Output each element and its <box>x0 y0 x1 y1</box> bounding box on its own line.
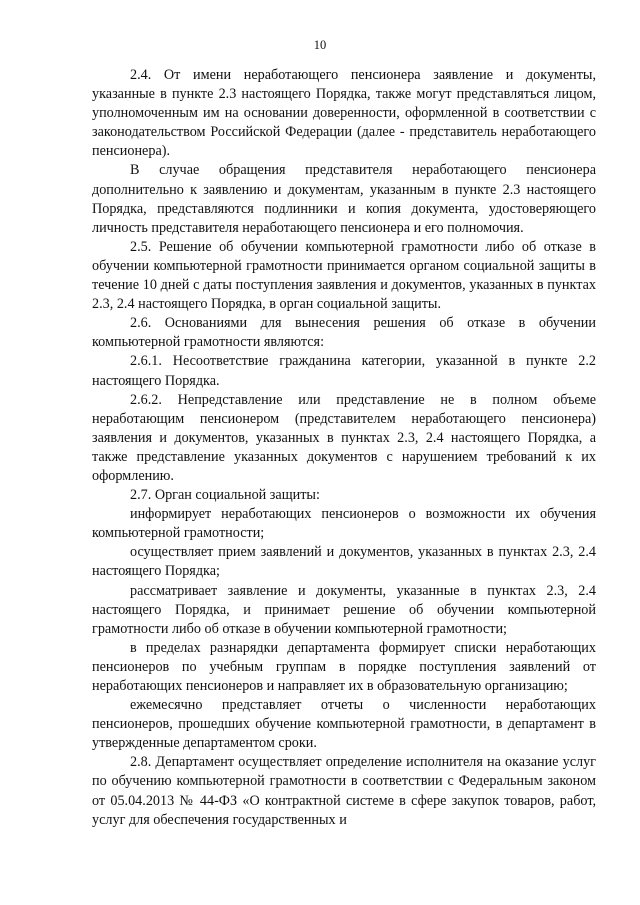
list-item-accepts: осуществляет прием заявлений и документов, указанных в пунктах 2.3, 2.4 настоящего Порядка; <box>92 544 596 580</box>
list-item-reviews: рассматривает заявление и документы, указанные в пунктах 2.3, 2.4 настоящего Порядка, и принимает решение об обучении компьютерной грамотности либо об отказе в обучении компьютерной грамотности; <box>92 582 596 637</box>
list-item-forms-lists: в пределах разнарядки департамента формирует списки неработающих пенсионеров по учебным группам в порядке поступления заявлений от неработающих пенсионеров и направляет их в образовательную организацию; <box>92 639 596 694</box>
paragraph-2-5: 2.5. Решение об обучении компьютерной грамотности либо об отказе в обучении компьютерной грамотности принимается органом социальной защиты в течение 10 дней с даты поступления заявления и документов, указанных в пунктах 2.3, 2.4 настоящего Порядка, в орган социальной защиты. <box>92 238 596 313</box>
document-body <box>92 66 596 830</box>
paragraph-2-6: 2.6. Основаниями для вынесения решения об отказе в обучении компьютерной грамотности являются: <box>92 315 596 351</box>
list-item-reports: ежемесячно представляет отчеты о численности неработающих пенсионеров, прошедших обучение компьютерной грамотности, в департамент в утвержденные департаментом сроки. <box>92 697 596 752</box>
paragraph-2-6-1: 2.6.1. Несоответствие гражданина категории, указанной в пункте 2.2 настоящего Порядка. <box>92 353 596 389</box>
paragraph-2-4: 2.4. От имени неработающего пенсионера заявление и документы, указанные в пункте 2.3 настоящего Порядка, также могут представляться лицом, уполномоченным им на основании доверенности, оформленной в соответствии с законодательством Российской Федерации (далее - представитель неработающего пенсионера). <box>92 67 596 160</box>
paragraph-representative: В случае обращения представителя неработающего пенсионера дополнительно к заявлению и документам, указанным в пункте 2.3 настоящего Порядка, представляются подлинники и копия документа, удостоверяющего личность представителя неработающего пенсионера и его полномочия. <box>92 162 596 236</box>
page-number: 10 <box>313 38 327 52</box>
paragraph-2-6-2: 2.6.2. Непредставление или представление не в полном объеме неработающим пенсионером (представителем неработающего пенсионера) заявления и документов, указанных в пунктах 2.3, 2.4 настоящего Порядка, а также представление указанных документов с нарушением требований к их оформлению. <box>92 391 596 484</box>
paragraph-2-7: 2.7. Орган социальной защиты: <box>130 487 320 504</box>
list-item-informs: информирует неработающих пенсионеров о возможности их обучения компьютерной грамотности; <box>92 506 596 542</box>
paragraph-2-8: 2.8. Департамент осуществляет определение исполнителя на оказание услуг по обучению компьютерной грамотности в соответствии с Федеральным законом от 05.04.2013 № 44-ФЗ «О контрактной системе в сфере закупок товаров, работ, услуг для обеспечения государственных и <box>92 754 596 828</box>
